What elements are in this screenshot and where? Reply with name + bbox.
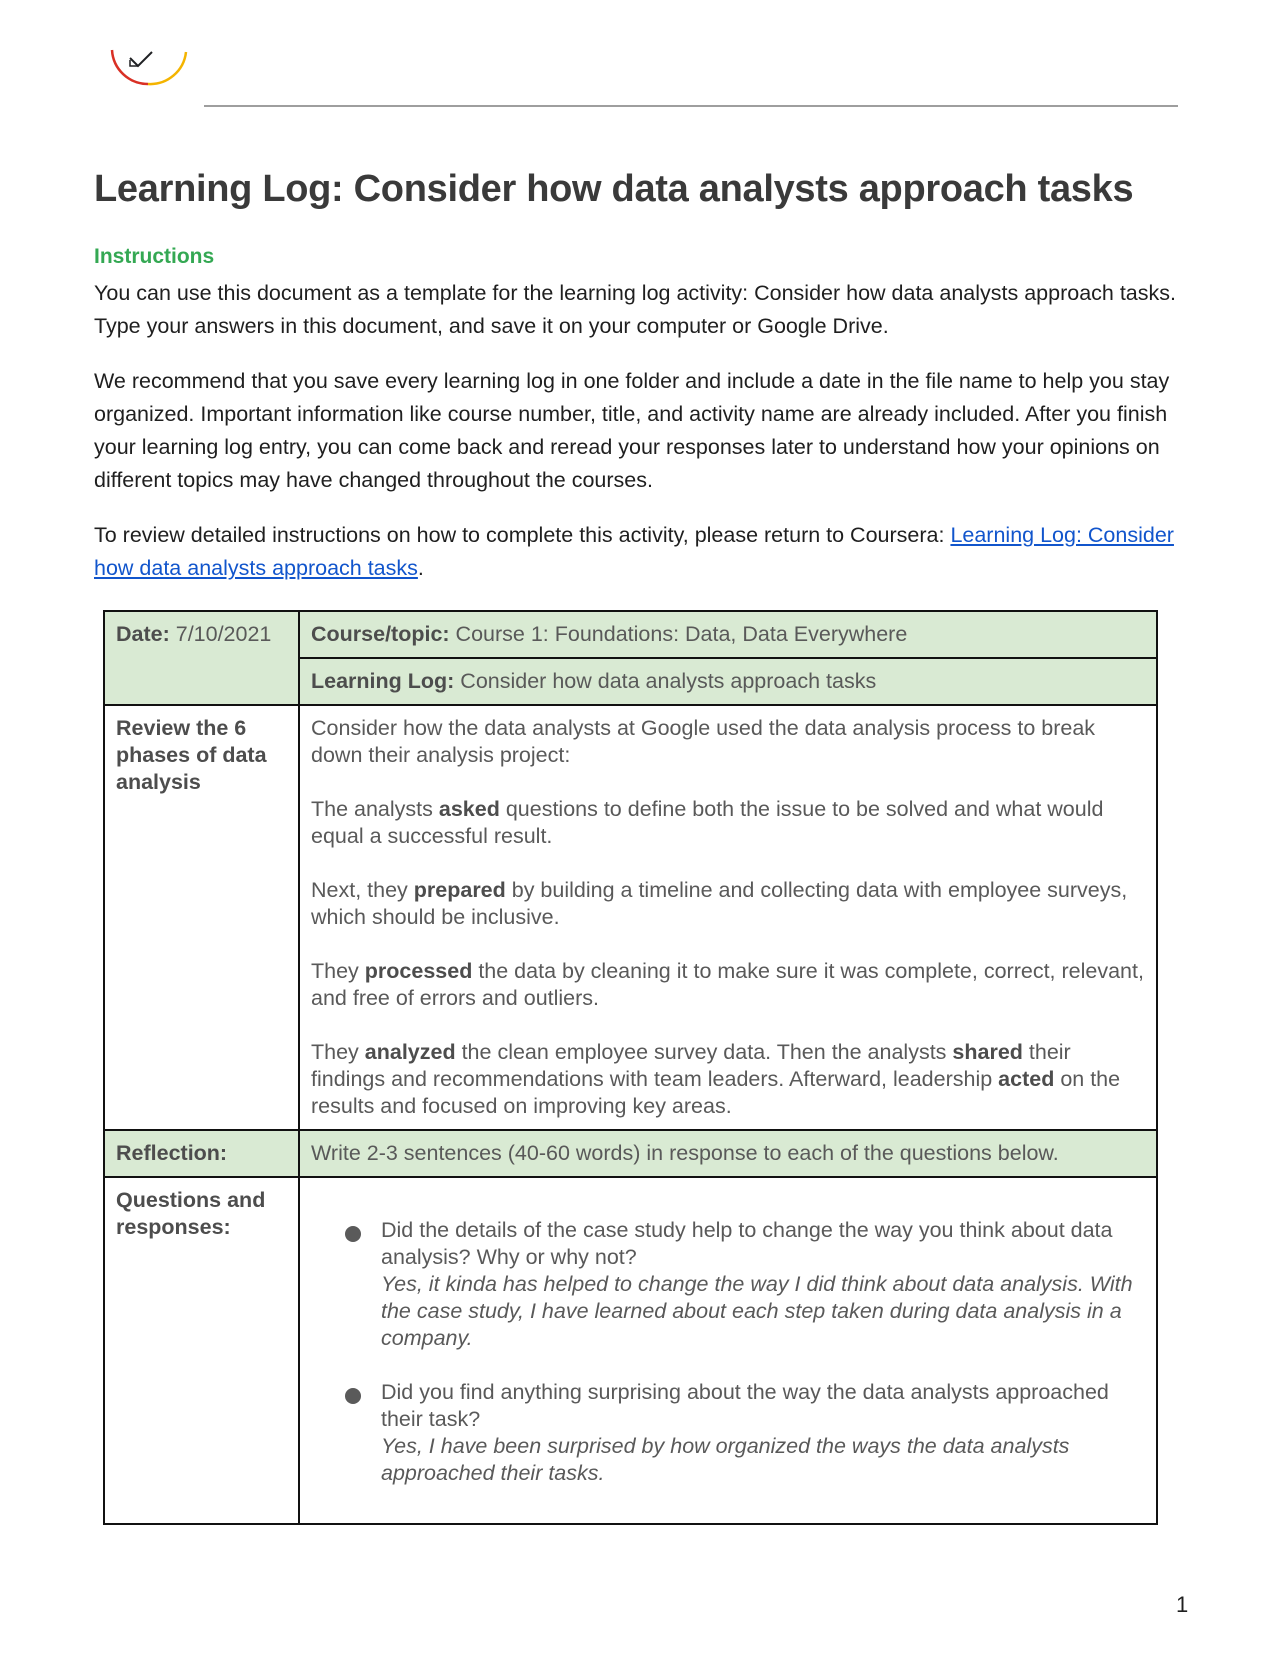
bold-term: analyzed bbox=[364, 1040, 456, 1064]
date-label: Date: bbox=[116, 622, 170, 646]
review-label: Review the 6 phases of data analysis bbox=[116, 716, 267, 794]
bold-term: processed bbox=[364, 959, 473, 983]
reflection-value-cell: Write 2-3 sentences (40-60 words) in response to each of the questions below. bbox=[299, 1130, 1157, 1177]
qa-content-cell[interactable] bbox=[299, 1177, 1157, 1524]
text-span: the clean employee survey data. Then the analysts bbox=[455, 1040, 953, 1064]
instructions-paragraph-2: We recommend that you save every learning log in one folder and include a date in the file name to help you stay organized. Important information like course number, title, and activity name are already included. After you finish your learning log entry, you can come back and reread your responses later to understand how your opinions on different topics may have changed throughout the courses. bbox=[94, 369, 1170, 492]
list-item bbox=[381, 1217, 1146, 1352]
document-body bbox=[94, 168, 1184, 585]
question-text: Did the details of the case study help to change the way you think about data analysis? Why or why not? bbox=[381, 1218, 1113, 1269]
bold-term: asked bbox=[438, 797, 500, 821]
logo-icon bbox=[108, 40, 194, 96]
review-label-cell bbox=[104, 705, 299, 1130]
answer-text[interactable]: Yes, it kinda has helped to change the way I did think about data analysis. With the case study, I have learned about each step taken during data analysis in a company. bbox=[381, 1272, 1133, 1350]
text-span: They bbox=[311, 959, 365, 983]
course-value: Course 1: Foundations: Data, Data Everywhere bbox=[449, 622, 908, 646]
table-row bbox=[104, 1130, 1157, 1177]
text-span: questions to define both the issue to be solved and what would equal a successful result. bbox=[311, 797, 1104, 848]
table-row bbox=[104, 705, 1157, 1130]
text-span: They bbox=[311, 1040, 365, 1064]
qa-label-cell bbox=[104, 1177, 299, 1524]
learning-log-table bbox=[103, 610, 1158, 1525]
reflection-label-cell bbox=[104, 1130, 299, 1177]
page-number: 1 bbox=[1176, 1592, 1189, 1617]
review-processed bbox=[311, 958, 1146, 1012]
log-label: Learning Log: bbox=[311, 669, 455, 693]
table-row bbox=[104, 1177, 1157, 1524]
date-value: 7/10/2021 bbox=[169, 622, 272, 646]
log-cell bbox=[299, 658, 1157, 705]
review-analyzed bbox=[311, 1039, 1146, 1120]
table-row bbox=[104, 611, 1157, 658]
list-item bbox=[381, 1379, 1146, 1487]
questions-list bbox=[311, 1217, 1146, 1487]
bold-term: acted bbox=[998, 1067, 1055, 1091]
instructions-heading: Instructions bbox=[94, 245, 215, 268]
instructions-p3-text: To review detailed instructions on how to complete this activity, please return to Coursera: bbox=[94, 523, 951, 547]
course-cell bbox=[299, 611, 1157, 658]
date-cell bbox=[104, 611, 299, 705]
page-title: Learning Log: Consider how data analysts approach tasks bbox=[94, 168, 1134, 210]
course-label: Course/topic: bbox=[311, 622, 450, 646]
header-rule bbox=[204, 105, 1178, 107]
bold-term: prepared bbox=[413, 878, 506, 902]
instructions-paragraph-3 bbox=[94, 519, 1184, 585]
coursera-activity-link[interactable]: Learning Log: Consider how data analysts approach tasks bbox=[94, 523, 1174, 580]
review-prepared bbox=[311, 877, 1146, 931]
reflection-label: Reflection: bbox=[116, 1141, 228, 1165]
text-span: The analysts bbox=[311, 797, 439, 821]
bold-term: shared bbox=[952, 1040, 1023, 1064]
text-span: by building a timeline and collecting data with employee surveys, which should be inclusive. bbox=[311, 878, 1128, 929]
review-content-cell bbox=[299, 705, 1157, 1130]
text-span: the data by cleaning it to make sure it was complete, correct, relevant, and free of errors and outliers. bbox=[311, 959, 1144, 1010]
qa-label: Questions and responses: bbox=[116, 1188, 266, 1239]
log-value: Consider how data analysts approach tasks bbox=[454, 669, 877, 693]
text-span: on the results and focused on improving key areas. bbox=[311, 1067, 1121, 1118]
instructions-p3-end: . bbox=[417, 556, 424, 580]
text-span: their findings and recommendations with team leaders. Afterward, leadership bbox=[311, 1040, 1071, 1091]
review-intro: Consider how the data analysts at Google used the data analysis process to break down their analysis project: bbox=[311, 716, 1096, 767]
review-asked bbox=[311, 796, 1146, 850]
text-span: Next, they bbox=[311, 878, 414, 902]
question-text: Did you find anything surprising about the way the data analysts approached their task? bbox=[381, 1380, 1109, 1431]
instructions-paragraph-1: You can use this document as a template for the learning log activity: Consider how data analysts approach tasks. Type your answers in this document, and save it on your computer or Google Drive. bbox=[94, 281, 1176, 338]
answer-text[interactable]: Yes, I have been surprised by how organized the ways the data analysts approached their tasks. bbox=[381, 1434, 1070, 1485]
